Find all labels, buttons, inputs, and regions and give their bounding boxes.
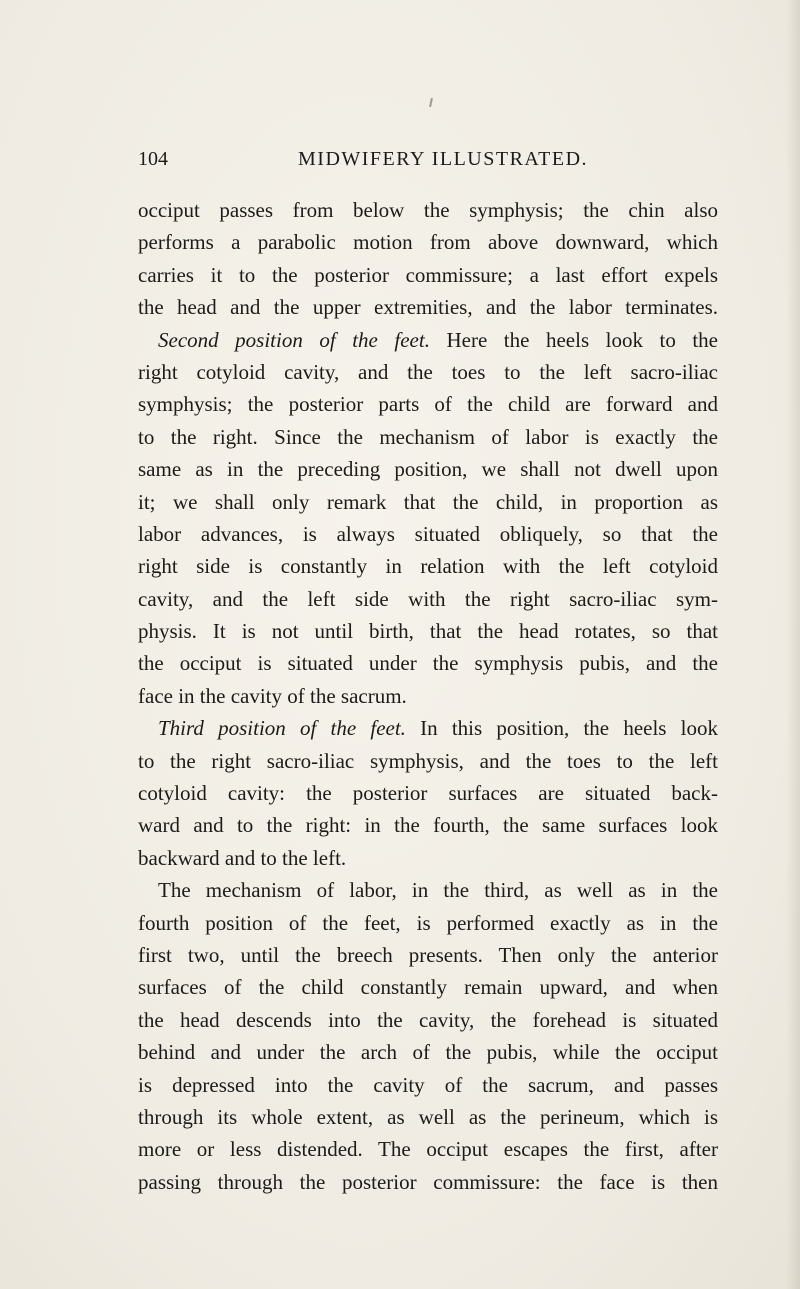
text-line: first two, until the breech presents. Then only the anterior bbox=[138, 942, 718, 967]
text-line: carries it to the posterior commissure; a last effort expels bbox=[138, 262, 718, 287]
text-line: labor advances, is always situated obliquely, so that the bbox=[138, 521, 718, 546]
text-line: occiput passes from below the symphysis; the chin also bbox=[138, 198, 718, 222]
text-line: face in the cavity of the sacrum. bbox=[138, 683, 407, 708]
running-head: MIDWIFERY ILLUSTRATED. bbox=[298, 148, 589, 170]
text-line: the head descends into the cavity, the forehead is situated bbox=[138, 1007, 718, 1032]
print-speck bbox=[429, 98, 433, 107]
text-line: same as in the preceding position, we shall not dwell upon bbox=[138, 457, 718, 482]
text-line: physis. It is not until birth, that the head rotates, so that bbox=[138, 619, 718, 644]
text-line: surfaces of the child constantly remain upward, and when bbox=[138, 975, 718, 1000]
text-line: the occiput is situated under the symphysis pubis, and the bbox=[138, 651, 718, 676]
text-line: passing through the posterior commissure: the face is then bbox=[138, 1169, 718, 1194]
third-position-heading: Third position of the feet. bbox=[158, 716, 406, 741]
second-position-heading: Second position of the feet. bbox=[158, 327, 430, 352]
text-line: to the right. Since the mechanism of labor is exactly the bbox=[138, 424, 718, 449]
text-line: ward and to the right: in the fourth, the same surfaces look bbox=[138, 813, 718, 838]
text-line: The mechanism of labor, in the third, as well as in the bbox=[158, 878, 718, 903]
text-line: right side is constantly in relation with the left cotyloid bbox=[138, 554, 718, 579]
text-line: is depressed into the cavity of the sacrum, and passes bbox=[138, 1072, 718, 1097]
second-position-text: Here the heels look to the bbox=[446, 327, 719, 352]
paragraph-second-position bbox=[138, 324, 718, 356]
text-line: the head and the upper extremities, and the labor terminates. bbox=[138, 295, 718, 320]
third-position-text: In this position, the heels look bbox=[420, 716, 718, 741]
text-line: more or less distended. The occiput escapes the first, after bbox=[138, 1137, 718, 1162]
text-line: fourth position of the feet, is performed exactly as in the bbox=[138, 910, 718, 935]
page-number: 104 bbox=[138, 148, 168, 170]
text-line: through its whole extent, as well as the perineum, which is bbox=[138, 1104, 718, 1129]
page-header bbox=[138, 148, 718, 178]
text-line: right cotyloid cavity, and the toes to the left sacro-iliac bbox=[138, 359, 718, 384]
text-line: to the right sacro-iliac symphysis, and the toes to the left bbox=[138, 748, 718, 773]
page-edge-shadow bbox=[786, 0, 800, 1289]
text-line: backward and to the left. bbox=[138, 845, 347, 870]
text-line: it; we shall only remark that the child, in proportion as bbox=[138, 489, 718, 514]
body-text bbox=[138, 194, 718, 1198]
text-line: performs a parabolic motion from above downward, which bbox=[138, 230, 718, 255]
paragraph-third-position bbox=[138, 712, 718, 744]
text-line: behind and under the arch of the pubis, while the occiput bbox=[138, 1040, 718, 1065]
text-line: symphysis; the posterior parts of the child are forward and bbox=[138, 392, 718, 417]
text-line: cavity, and the left side with the right sacro-iliac sym- bbox=[138, 586, 718, 611]
text-line: cotyloid cavity: the posterior surfaces are situated back- bbox=[138, 781, 718, 806]
